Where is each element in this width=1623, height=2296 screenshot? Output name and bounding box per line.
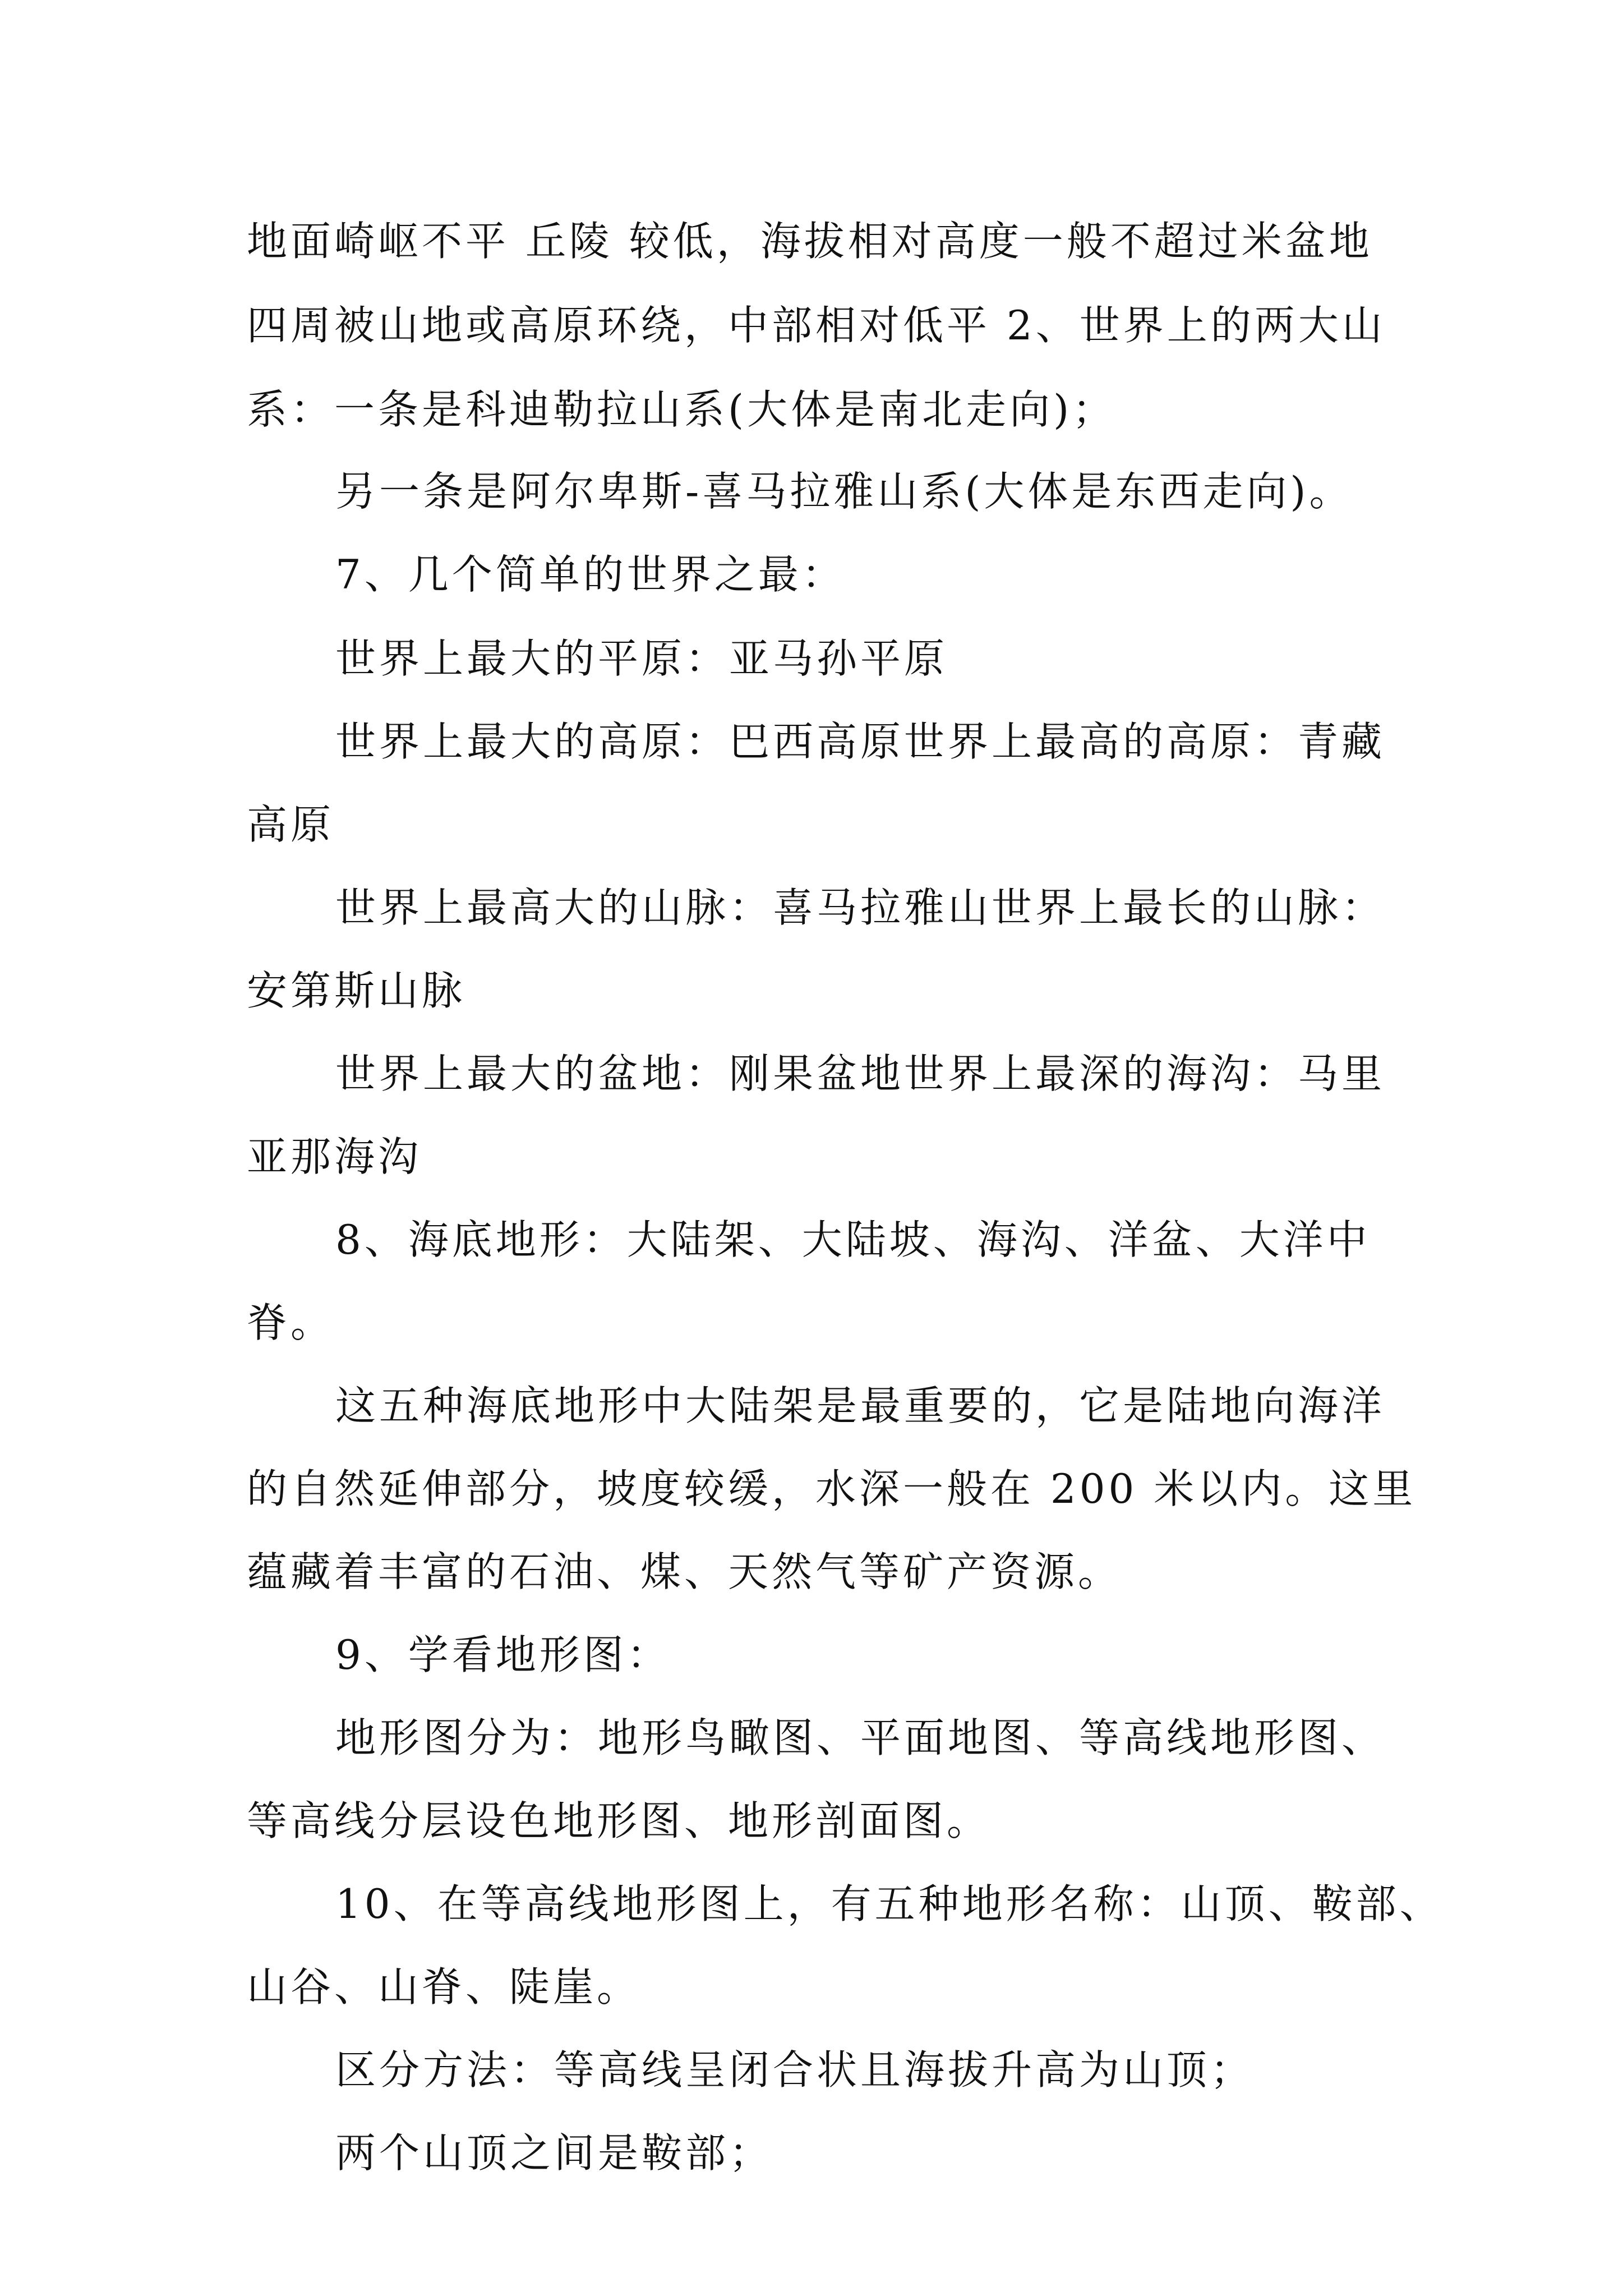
text-line-15: 这五种海底地形中大陆架是最重要的，它是陆地向海洋 bbox=[335, 1382, 1386, 1429]
text-line-19: 地形图分为：地形鸟瞰图、平面地图、等高线地形图、 bbox=[335, 1714, 1386, 1761]
text-line-20: 等高线分层设色地形图、地形剖面图。 bbox=[247, 1797, 991, 1844]
text-line-4: 另一条是阿尔卑斯-喜马拉雅山系(大体是东西走向)。 bbox=[335, 468, 1353, 515]
text-line-23: 区分方法：等高线呈闭合状且海拔升高为山顶； bbox=[335, 2046, 1255, 2093]
text-line-1: 地面崎岖不平 丘陵 较低，海拔相对高度一般不超过米盆地 bbox=[247, 218, 1373, 265]
text-line-7: 世界上最大的高原：巴西高原世界上最高的高原：青藏 bbox=[335, 718, 1386, 765]
text-line-18: 9、学看地形图： bbox=[335, 1631, 671, 1678]
text-line-9: 世界上最高大的山脉：喜马拉雅山世界上最长的山脉： bbox=[335, 884, 1386, 931]
text-line-6: 世界上最大的平原：亚马孙平原 bbox=[335, 635, 948, 682]
text-line-21: 10、在等高线地形图上，有五种地形名称：山顶、鞍部、 bbox=[335, 1880, 1444, 1927]
text-line-2: 四周被山地或高原环绕，中部相对低平 2、世界上的两大山 bbox=[247, 302, 1386, 349]
text-line-14: 脊。 bbox=[247, 1299, 335, 1346]
text-line-3: 系：一条是科迪勒拉山系(大体是南北走向)； bbox=[247, 386, 1117, 433]
text-line-11: 世界上最大的盆地：刚果盆地世界上最深的海沟：马里 bbox=[335, 1050, 1386, 1097]
text-line-13: 8、海底地形：大陆架、大陆坡、海沟、洋盆、大洋中 bbox=[335, 1216, 1371, 1263]
text-line-12: 亚那海沟 bbox=[247, 1133, 422, 1180]
text-line-17: 蕴藏着丰富的石油、煤、天然气等矿产资源。 bbox=[247, 1548, 1122, 1595]
text-line-16: 的自然延伸部分，坡度较缓，水深一般在 200 米以内。这里 bbox=[247, 1465, 1417, 1512]
text-line-10: 安第斯山脉 bbox=[247, 967, 466, 1014]
text-line-24: 两个山顶之间是鞍部； bbox=[335, 2129, 773, 2177]
text-line-8: 高原 bbox=[247, 801, 335, 848]
text-line-5: 7、几个简单的世界之最： bbox=[335, 551, 846, 598]
text-line-22: 山谷、山脊、陡崖。 bbox=[247, 1963, 641, 2010]
